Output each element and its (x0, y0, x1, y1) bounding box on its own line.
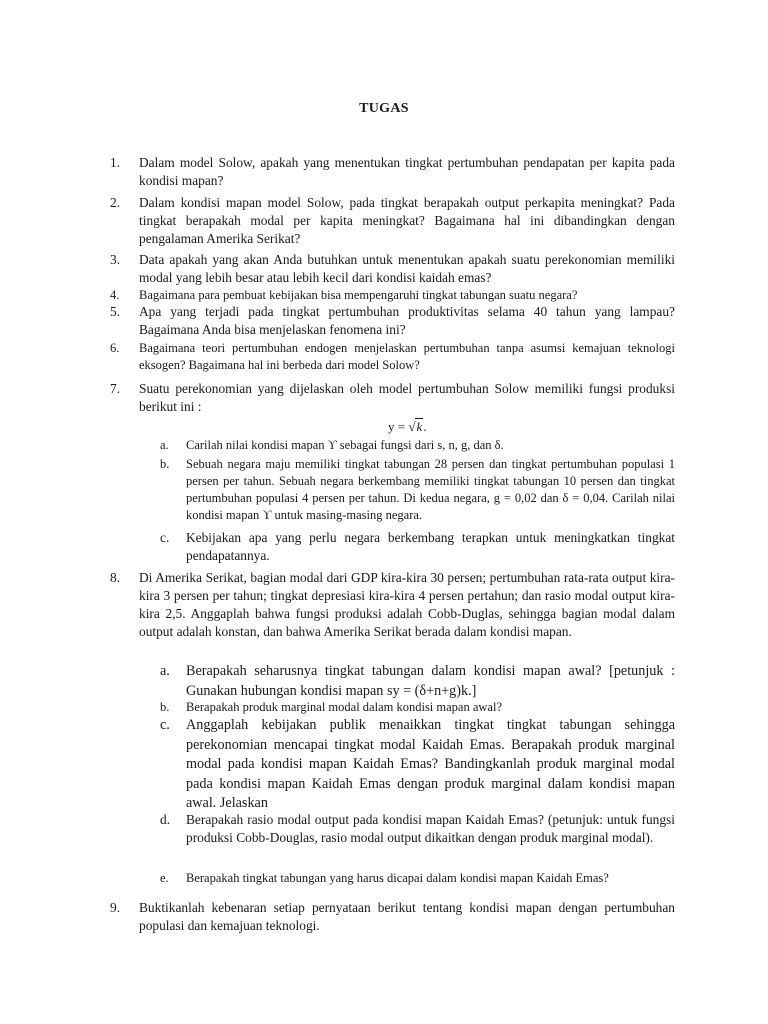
sub-text: Anggaplah kebijakan publik menaikkan tingkat tingkat tabungan sehingga perekonomian mencapai tingkat modal Kaidah Emas. Berapakah produk marginal modal pada kondisi mapan Kaidah Emas? Bandingkanlah produk marginal modal pada kondisi mapan Kaidah Emas dengan produk marginal dalam kondisi mapan awal. Jelaskan (186, 717, 675, 811)
sub-label: b. (160, 700, 170, 714)
question-number: 3. (110, 252, 121, 267)
question-1 (112, 154, 675, 190)
q8-sub-a (160, 662, 675, 701)
sub-label: e. (160, 871, 169, 885)
question-4 (112, 287, 675, 304)
q8-sub-e (160, 870, 675, 887)
question-number: 4. (110, 288, 120, 302)
question-text: Buktikanlah kebenaran setiap pernyataan berikut tentang kondisi mapan dengan pertumbuhan populasi dan kemajuan teknologi. (139, 900, 675, 933)
q8-sub-b (160, 699, 675, 716)
question-number: 6. (110, 341, 120, 355)
q7-sub-c (160, 529, 675, 565)
q7-sub-a (160, 437, 675, 454)
sub-text: Berapakah tingkat tabungan yang harus dicapai dalam kondisi mapan Kaidah Emas? (186, 871, 609, 885)
question-7 (112, 380, 675, 416)
question-number: 2. (110, 195, 121, 210)
equation-radicand: k (416, 419, 423, 434)
sub-text: Kebijakan apa yang perlu negara berkembang terapkan untuk meningkatkan tingkat pendapatannya. (186, 530, 675, 563)
question-text: Dalam model Solow, apakah yang menentukan tingkat pertumbuhan pendapatan per kapita pada kondisi mapan? (139, 155, 675, 188)
question-number: 5. (110, 304, 121, 319)
sub-label: c. (160, 530, 170, 545)
sub-label: c. (160, 717, 170, 733)
question-text: Bagaimana teori pertumbuhan endogen menjelaskan pertumbuhan tanpa asumsi kemajuan teknologi eksogen? Bagaimana hal ini berbeda dari model Solow? (139, 341, 675, 372)
equation-end: . (423, 419, 427, 434)
question-text: Suatu perekonomian yang dijelaskan oleh model pertumbuhan Solow memiliki fungsi produksi berikut ini : (139, 381, 675, 414)
question-text: Dalam kondisi mapan model Solow, pada tingkat berapakah output perkapita meningkat? Pada tingkat berapakah modal per kapita meningkat? Bagaimana hal ini dibandingkan dengan pengalaman Amerika Serikat? (139, 195, 675, 246)
question-2 (112, 194, 675, 248)
sub-text: Carilah nilai kondisi mapan ϒ sebagai fungsi dari s, n, g, dan δ. (186, 438, 504, 452)
production-function-equation (388, 419, 427, 435)
question-6 (112, 340, 675, 374)
question-number: 1. (110, 155, 121, 170)
question-text: Bagaimana para pembuat kebijakan bisa mempengaruhi tingkat tabungan suatu negara? (139, 288, 578, 302)
page-title: TUGAS (359, 101, 409, 116)
sub-label: a. (160, 663, 170, 679)
question-9 (112, 899, 675, 935)
question-number: 9. (110, 900, 121, 915)
sub-text: Berapakah seharusnya tingkat tabungan dalam kondisi mapan awal? [petunjuk : Gunakan hubungan kondisi mapan sy = (δ+n+g)k.] (186, 663, 675, 699)
equation-lhs: y = √ (388, 419, 416, 434)
question-number: 7. (110, 381, 121, 396)
q8-sub-c (160, 716, 675, 814)
q8-sub-d (160, 811, 675, 847)
q7-sub-b (160, 456, 675, 524)
question-number: 8. (110, 570, 121, 585)
question-text: Di Amerika Serikat, bagian modal dari GDP kira-kira 30 persen; pertumbuhan rata-rata output kira-kira 3 persen per tahun; tingkat depresiasi kira-kira 4 persen pertahun; dan rasio modal output kira-kira 2,5. Anggaplah bahwa fungsi produksi adalah Cobb-Duglas, sehingga bagian modal dalam output adalah konstan, dan bahwa Amerika Serikat berada dalam kondisi mapan. (139, 570, 675, 639)
sub-text: Berapakah rasio modal output pada kondisi mapan Kaidah Emas? (petunjuk: untuk fungsi produksi Cobb-Douglas, rasio modal output dikaitkan dengan produk marginal modal). (186, 812, 675, 845)
question-text: Data apakah yang akan Anda butuhkan untuk menentukan apakah suatu perekonomian memiliki modal yang lebih besar atau lebih kecil dari kondisi kaidah emas? (139, 252, 675, 285)
sub-label: b. (160, 457, 170, 471)
sub-label: d. (160, 812, 171, 827)
question-5 (112, 303, 675, 339)
question-8 (112, 569, 675, 641)
sub-text: Berapakah produk marginal modal dalam kondisi mapan awal? (186, 700, 502, 714)
question-3 (112, 251, 675, 287)
sub-text: Sebuah negara maju memiliki tingkat tabungan 28 persen dan tingkat pertumbuhan populasi 1 persen per tahun. Sebuah negara berkembang memiliki tingkat tabungan 10 persen dan tingkat pertumbuhan populasi 4 persen per tahun. Di kedua negara, g = 0,02 dan δ = 0,04. Carilah nilai kondisi mapan ϒ untuk masing-masing negara. (186, 457, 675, 522)
sub-label: a. (160, 438, 169, 452)
question-text: Apa yang terjadi pada tingkat pertumbuhan produktivitas selama 40 tahun yang lampau? Bagaimana Anda bisa menjelaskan fenomena ini? (139, 304, 675, 337)
